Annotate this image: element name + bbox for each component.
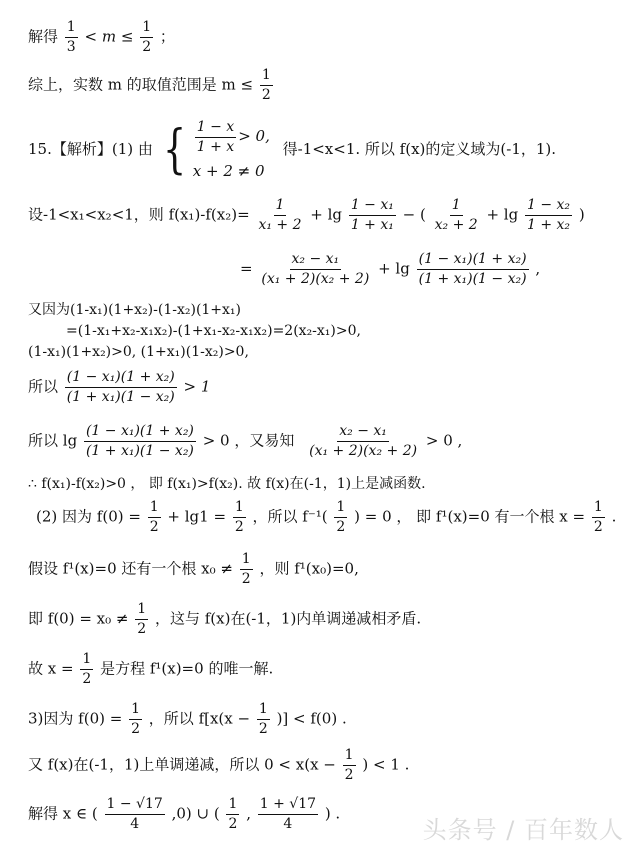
text: 综上，实数 m 的取值范围是 m ≤ <box>28 75 254 94</box>
line-decreasing-conclusion: ∴ f(x₁)-f(x₂)>0 ， 即 f(x₁)>f(x₂). 故 f(x)在(-1，1)上是减函数. <box>28 476 426 492</box>
text: + lg <box>486 205 519 224</box>
text: < m ≤ <box>84 27 134 46</box>
line-positivity: (1-x₁)(1+x₂)>0, (1+x₁)(1-x₂)>0, <box>28 344 249 360</box>
text: ) = 0 ， 即 f¹(x)=0 有一个根 x = <box>354 507 586 526</box>
text: 即 f(0) = x₀ ≠ <box>28 609 129 628</box>
line-suppose-another-root <box>28 552 359 586</box>
line-unique-solution <box>28 652 273 686</box>
text: + lg <box>310 205 343 224</box>
text: 3)因为 f(0) = <box>28 709 123 728</box>
text: 所以 lg <box>28 431 78 450</box>
text: , <box>246 804 251 823</box>
text: x + 2 ≠ 0 <box>192 162 265 181</box>
fraction: $\frac{1}{2}$ <box>234 499 244 535</box>
fraction: $\frac{1 - √17}{4}$ <box>106 796 163 832</box>
line-contradiction <box>28 602 421 636</box>
line-final-answer <box>28 797 340 831</box>
fraction: $\frac{1}{\text{x₁ + 2}}$ <box>258 197 302 233</box>
text: − ( <box>402 205 426 224</box>
text: = <box>240 259 253 278</box>
fraction: $\frac{\text{(1 − x₁)(1 + x₂)}}{\text{(1 + x₁)(1 − x₂)}}$ <box>66 369 175 405</box>
fraction: $\frac{1}{2}$ <box>82 651 92 687</box>
fraction: $\frac{1}{2}$ <box>344 747 354 783</box>
line-problem-15-domain <box>28 120 556 179</box>
fraction: $\frac{1 - x}{1 + x}$ <box>196 119 235 155</box>
fraction: $\frac{1}{2}$ <box>241 551 251 587</box>
fraction: $\frac{\text{1 − x₁}}{\text{1 + x₁}}$ <box>350 197 394 233</box>
text: 15.【解析】(1) 由 <box>28 140 153 159</box>
text: 设-1<x₁<x₂<1，则 f(x₁)-f(x₂)= <box>28 205 250 224</box>
fraction: $\frac{1}{2}$ <box>593 499 603 535</box>
text: ) < 1 . <box>362 755 410 774</box>
fraction: $\frac{1}{2}$ <box>131 701 141 737</box>
fraction: $\frac{1}{2}$ <box>258 701 268 737</box>
fraction: $\frac{1}{2}$ <box>137 601 147 637</box>
line-part-3 <box>28 702 347 736</box>
fraction: $\frac{\text{x₂ − x₁}}{\text{(x₁ + 2)(x₂ + 2)}}$ <box>309 423 418 459</box>
text: 解得 <box>28 27 59 46</box>
line-part-2 <box>36 500 616 534</box>
fraction: $\frac{1}{3}$ <box>66 19 76 55</box>
fraction: $\frac{1}{\text{x₂ + 2}}$ <box>434 197 478 233</box>
line-ratio-gt-1 <box>28 370 210 404</box>
line-difference-simplified <box>240 252 540 286</box>
fraction: $\frac{1}{2}$ <box>142 19 152 55</box>
fraction: $\frac{\text{x₂ − x₁}}{\text{(x₁ + 2)(x₂ + 2)}}$ <box>261 251 370 287</box>
text: )] < f(0) . <box>276 709 347 728</box>
text: + lg1 = <box>167 507 227 526</box>
text: ，所以 f⁻¹( <box>252 507 328 526</box>
text: ； <box>159 27 175 46</box>
text: 是方程 f¹(x)=0 的唯一解. <box>100 659 274 678</box>
text: > 0 ，又易知 <box>202 431 295 450</box>
line-lg-positive <box>28 424 462 458</box>
fraction: $\frac{1}{2}$ <box>149 499 159 535</box>
text: ，这与 f(x)在(-1，1)内单调递减相矛盾. <box>154 609 422 628</box>
line-difference-setup <box>28 198 585 232</box>
text: 解得 x ∈ ( <box>28 804 98 823</box>
text: 所以 <box>28 377 59 396</box>
watermark: 头条号 / 百年数人 <box>422 816 624 844</box>
text: ) . <box>324 804 341 823</box>
text: . <box>611 507 617 526</box>
text: > 1 <box>183 377 211 396</box>
text: 得-1<x<1. 所以 f(x)的定义域为(-1，1). <box>282 140 557 159</box>
fraction: $\frac{\text{1 − x₂}}{\text{1 + x₂}}$ <box>526 197 571 233</box>
line-solution-m-range <box>28 20 175 54</box>
text: 又 f(x)在(-1，1)上单调递减，所以 0 < x(x − <box>28 755 336 774</box>
line-because: 又因为(1-x₁)(1+x₂)-(1-x₂)(1+x₁) <box>28 302 242 318</box>
text: 假设 f¹(x)=0 还有一个根 x₀ ≠ <box>28 559 233 578</box>
text: ,0) ∪ ( <box>171 804 220 823</box>
fraction: $\frac{1 + √17}{4}$ <box>259 796 317 832</box>
fraction: $\frac{\text{(1 − x₁)(1 + x₂)}}{\text{(1 + x₁)(1 − x₂)}}$ <box>85 423 194 459</box>
text: (2) 因为 f(0) = <box>36 507 141 526</box>
equation-system: { $\frac{1 - x}{1 + x}$ > 0, x + 2 ≠ 0 <box>162 119 270 181</box>
line-inequality <box>28 748 409 782</box>
text: ，则 f¹(x₀)=0, <box>259 559 359 578</box>
text: > 0 , <box>425 431 463 450</box>
text: + lg <box>378 259 410 278</box>
fraction: $\frac{1}{2}$ <box>261 67 271 103</box>
text: ，所以 f[x(x − <box>148 709 251 728</box>
fraction: $\frac{\text{(1 − x₁)(1 + x₂)}}{\text{(1 + x₁)(1 − x₂)}}$ <box>418 251 527 287</box>
text: 故 x = <box>28 659 74 678</box>
line-expansion: =(1-x₁+x₂-x₁x₂)-(1+x₁-x₂-x₁x₂)=2(x₂-x₁)>0, <box>66 323 361 339</box>
fraction: $\frac{1}{2}$ <box>228 796 238 832</box>
fraction: $\frac{1}{2}$ <box>336 499 346 535</box>
line-conclusion-m <box>28 68 275 102</box>
text: , <box>535 259 541 278</box>
text: ) <box>578 205 585 224</box>
